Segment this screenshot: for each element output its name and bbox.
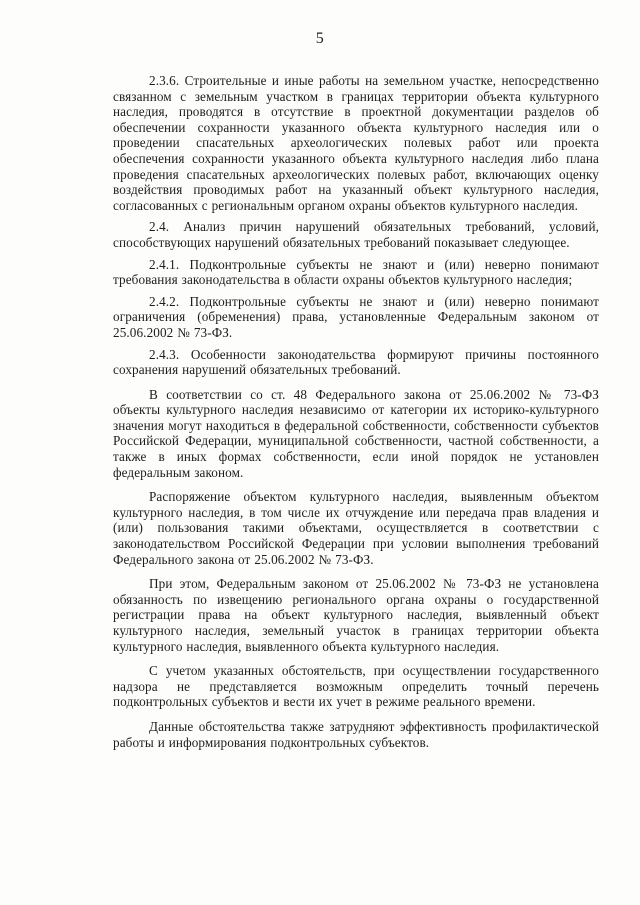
paragraph-2-4: 2.4. Анализ причин нарушений обязательных требований, условий, способствующих нарушений обязательных требований показывает следующее. <box>113 219 599 250</box>
paragraph-prevention-difficulty: Данные обстоятельства также затрудняют эффективность профилактической работы и информирования подконтрольных субъектов. <box>113 718 599 750</box>
paragraph-notification-obligation: При этом, Федеральным законом от 25.06.2002 № 73-ФЗ не установлена обязанность по извещению регионального органа охраны о государственной регистрации права на объект культурного наследия, выявленный объект культурного наследия, земельный участок в границах территории объекта культурного наследия, выявленного объекта культурного наследия. <box>113 576 599 654</box>
paragraph-supervision-limitations: С учетом указанных обстоятельств, при осуществлении государственного надзора не представляется возможным определить точный перечень подконтрольных субъектов и вести их учет в режиме реального времени. <box>113 663 599 710</box>
paragraph-2-3-6: 2.3.6. Строительные и иные работы на земельном участке, непосредственно связанном с земельным участком в границах территории объекта культурного наследия, проводятся в отсутствие в проектной документации разделов об обеспечении сохранности указанного объекта культурного наследия или о проведении спасательных археологических полевых работ или проекта обеспечения сохранности указанного объекта культурного наследия либо плана проведения спасательных археологических полевых работ, включающих оценку воздействия проводимых работ на указанный объект культурного наследия, согласованных с региональным органом охраны объектов культурного наследия. <box>113 73 599 213</box>
paragraph-2-4-1: 2.4.1. Подконтрольные субъекты не знают и (или) неверно понимают требования законодательства в области охраны объектов культурного наследия; <box>113 256 599 288</box>
paragraph-2-4-3: 2.4.3. Особенности законодательства формируют причины постоянного сохранения нарушений обязательных требований. <box>113 346 599 378</box>
paragraph-2-4-2: 2.4.2. Подконтрольные субъекты не знают и (или) неверно понимают ограничения (обременения) права, установленные Федеральным законом от 25.06.2002 № 73-ФЗ. <box>113 293 599 340</box>
document-body <box>113 73 599 750</box>
paragraph-disposal-of-objects: Распоряжение объектом культурного наследия, выявленным объектом культурного наследия, в том числе их отчуждение или передача прав владения и (или) пользования такими объектами, осуществляется в соответствии с законодательством Российской Федерации при условии выполнения требований Федерального закона от 25.06.2002 № 73-ФЗ. <box>113 489 599 567</box>
page-number: 5 <box>315 30 325 47</box>
paragraph-ownership-forms: В соответствии со ст. 48 Федерального закона от 25.06.2002 № 73-ФЗ объекты культурного наследия независимо от категории их историко-культурного значения могут находиться в федеральной собственности, собственности субъектов Российской Федерации, муниципальной собственности, частной собственности, а также в иных формах собственности, если иной порядок не установлен федеральным законом. <box>113 386 599 480</box>
